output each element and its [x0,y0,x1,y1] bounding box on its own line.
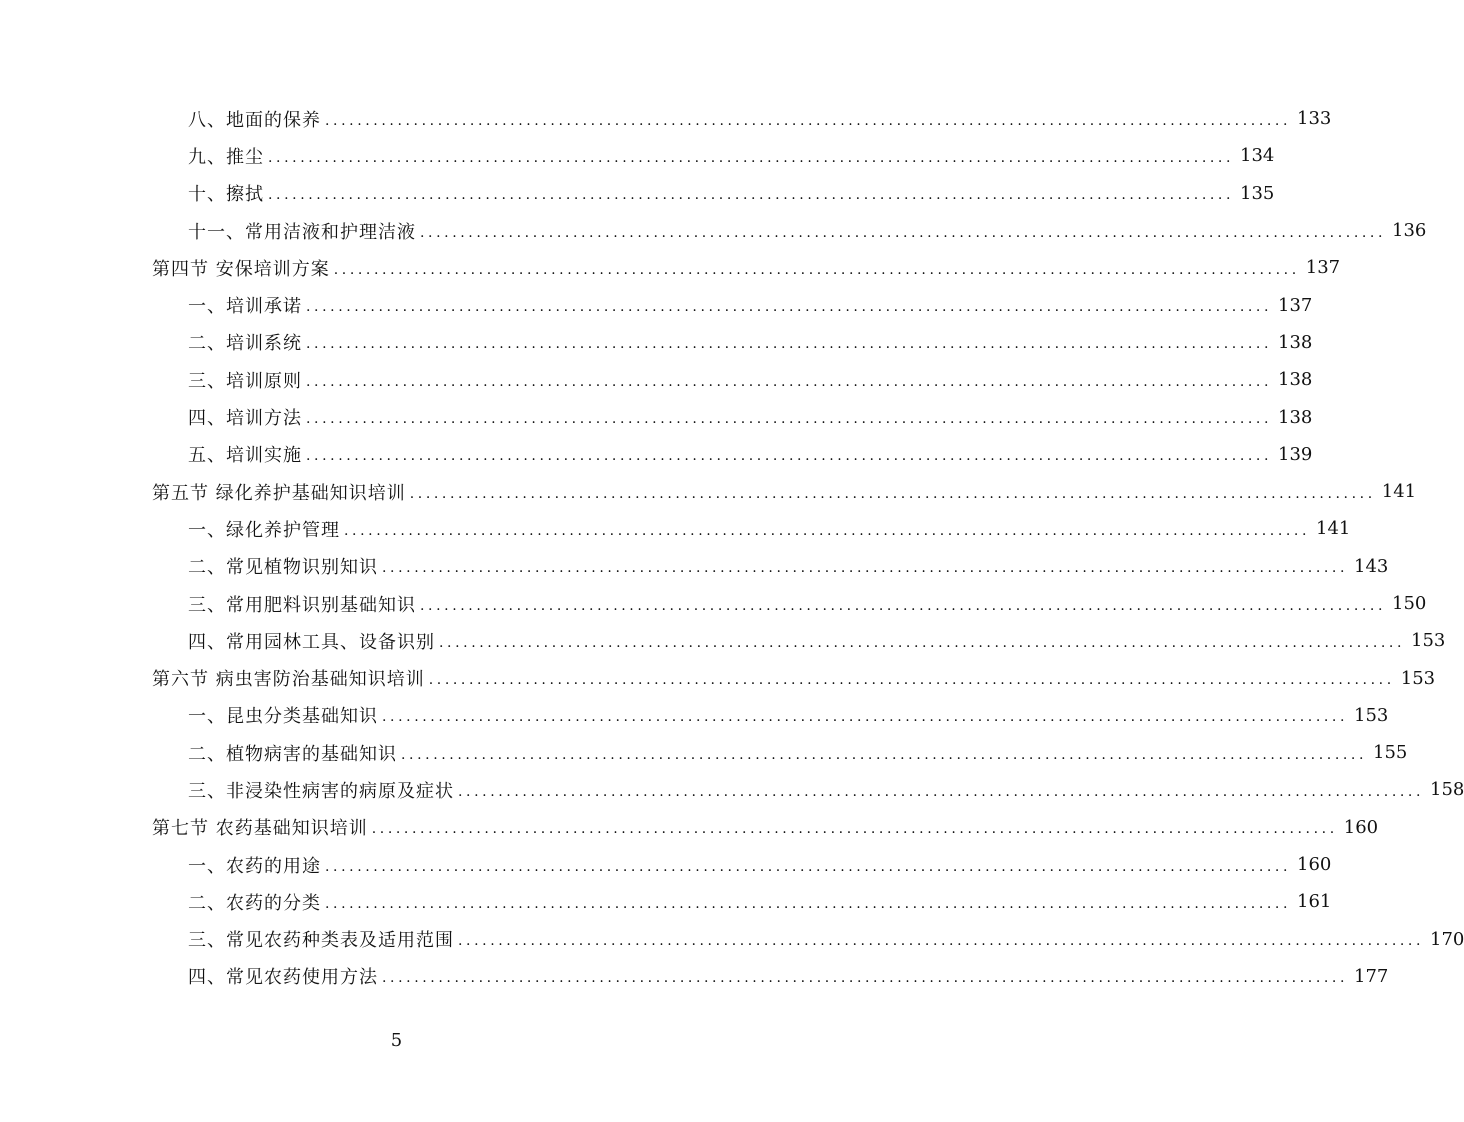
toc-entry-title: 九、推尘 [188,146,264,168]
toc-entry-title: 一、绿化养护管理 [188,519,340,541]
toc-entry-page: 153 [1411,630,1446,652]
toc-entry-title: 八、地面的保养 [188,109,321,131]
toc-entry[interactable] [0,548,1389,585]
toc-entry-title: 四、常用园林工具、设备识别 [188,631,435,653]
toc-entry[interactable] [0,286,1313,323]
toc-entry-title: 五、培训实施 [188,445,302,467]
dot-leader: ........................................................................................................................ [306,336,1273,353]
toc-entry[interactable] [0,398,1313,435]
dot-leader: ........................................................................................................................ [401,746,1368,763]
toc-entry-page: 138 [1278,406,1313,428]
toc-entry-page: 170 [1430,928,1464,950]
toc-entry-page: 153 [1354,704,1389,726]
dot-leader: ........................................................................................................................ [428,672,1395,689]
toc-entry[interactable] [0,436,1313,473]
toc-entry-page: 133 [1297,108,1332,130]
dot-leader: ........................................................................................................................ [333,261,1300,278]
dot-leader: ........................................................................................................................ [371,821,1338,838]
toc-entry-title: 第六节 病虫害防治基础知识培训 [152,669,425,691]
dot-leader: ........................................................................................................................ [306,373,1273,390]
toc-entry-title: 二、常见植物识别知识 [188,557,378,579]
dot-leader: ........................................................................................................................ [306,411,1273,428]
toc-entry[interactable] [0,921,1464,958]
toc-entry-page: 161 [1297,891,1332,913]
toc-entry-page: 160 [1297,854,1332,876]
toc-entry-title: 十一、常用洁液和护理洁液 [188,221,416,243]
toc-entry-page: 138 [1278,331,1313,353]
toc-entry-page: 141 [1381,481,1417,503]
dot-leader: ........................................................................................................................ [382,560,1349,577]
dot-leader: ........................................................................................................................ [458,933,1425,950]
dot-leader: ........................................................................................................................ [420,597,1387,614]
toc-entry[interactable] [0,361,1313,398]
toc-entry-page: 160 [1343,816,1379,838]
dot-leader: ........................................................................................................................ [439,634,1406,651]
toc-entry-page: 153 [1400,667,1436,689]
dot-leader: ........................................................................................................................ [325,112,1292,129]
toc-entry[interactable] [0,324,1313,361]
dot-leader: ........................................................................................................................ [420,224,1387,241]
toc-entry-title: 三、非浸染性病害的病原及症状 [188,780,454,802]
toc-entry-page: 134 [1240,145,1275,167]
toc-entry-page: 137 [1278,294,1313,316]
dot-leader: ........................................................................................................................ [268,149,1235,166]
dot-leader: ........................................................................................................................ [458,783,1425,800]
toc-entry-page: 139 [1278,443,1313,465]
toc-entry-page: 150 [1392,593,1427,614]
dot-leader: ........................................................................................................................ [382,709,1349,726]
page-number: 5 [390,1030,403,1051]
toc-entry-page: 155 [1373,742,1408,764]
toc-entry-title: 二、植物病害的基础知识 [188,743,397,765]
toc-entry-page: 138 [1278,369,1313,391]
toc-entry-title: 第五节 绿化养护基础知识培训 [152,482,406,504]
toc-entry[interactable] [0,846,1332,883]
toc-entry-title: 一、培训承诺 [188,296,302,318]
toc-entry-title: 第七节 农药基础知识培训 [152,818,368,840]
toc-entry[interactable] [0,137,1275,174]
toc-entry-page: 177 [1354,965,1389,987]
toc-section-entry[interactable] [0,659,1436,696]
toc-entry-title: 三、常见农药种类表及适用范围 [188,930,454,952]
toc-entry-title: 十、擦拭 [188,184,264,206]
toc-entry-title: 三、常用肥料识别基础知识 [188,594,416,616]
toc-entry[interactable] [0,212,1427,249]
toc-section-entry[interactable] [0,809,1379,846]
dot-leader: ........................................................................................................................ [344,522,1311,539]
toc-entry[interactable] [0,883,1332,920]
toc-entry-title: 三、培训原则 [188,370,302,392]
dot-leader: ........................................................................................................................ [409,485,1376,502]
toc-entry[interactable] [0,622,1446,659]
table-of-contents [0,100,1464,995]
toc-entry-page: 141 [1316,518,1351,540]
toc-entry-title: 二、农药的分类 [188,892,321,914]
toc-entry-page: 143 [1354,555,1389,577]
toc-entry[interactable] [0,585,1427,622]
toc-entry-title: 一、农药的用途 [188,855,321,877]
toc-entry-page: 135 [1240,182,1275,204]
dot-leader: ........................................................................................................................ [325,858,1292,875]
dot-leader: ........................................................................................................................ [306,448,1273,465]
toc-entry-page: 158 [1430,779,1464,801]
toc-entry[interactable] [0,771,1464,808]
dot-leader: ........................................................................................................................ [268,187,1235,204]
toc-entry-title: 四、常见农药使用方法 [188,967,378,989]
toc-entry[interactable] [0,697,1389,734]
toc-entry-page: 137 [1305,257,1341,279]
toc-entry-title: 第四节 安保培训方案 [152,258,330,280]
toc-entry[interactable] [0,734,1408,771]
dot-leader: ........................................................................................................................ [325,895,1292,912]
toc-entry[interactable] [0,100,1332,137]
toc-section-entry[interactable] [0,249,1341,286]
dot-leader: ........................................................................................................................ [306,299,1273,316]
toc-entry[interactable] [0,510,1351,547]
toc-entry[interactable] [0,175,1275,212]
toc-entry-title: 一、昆虫分类基础知识 [188,706,378,728]
toc-entry-page: 136 [1392,220,1427,242]
toc-entry-title: 四、培训方法 [188,408,302,430]
dot-leader: ........................................................................................................................ [382,970,1349,987]
toc-section-entry[interactable] [0,473,1417,510]
toc-entry[interactable] [0,958,1389,995]
toc-entry-title: 二、培训系统 [188,333,302,355]
